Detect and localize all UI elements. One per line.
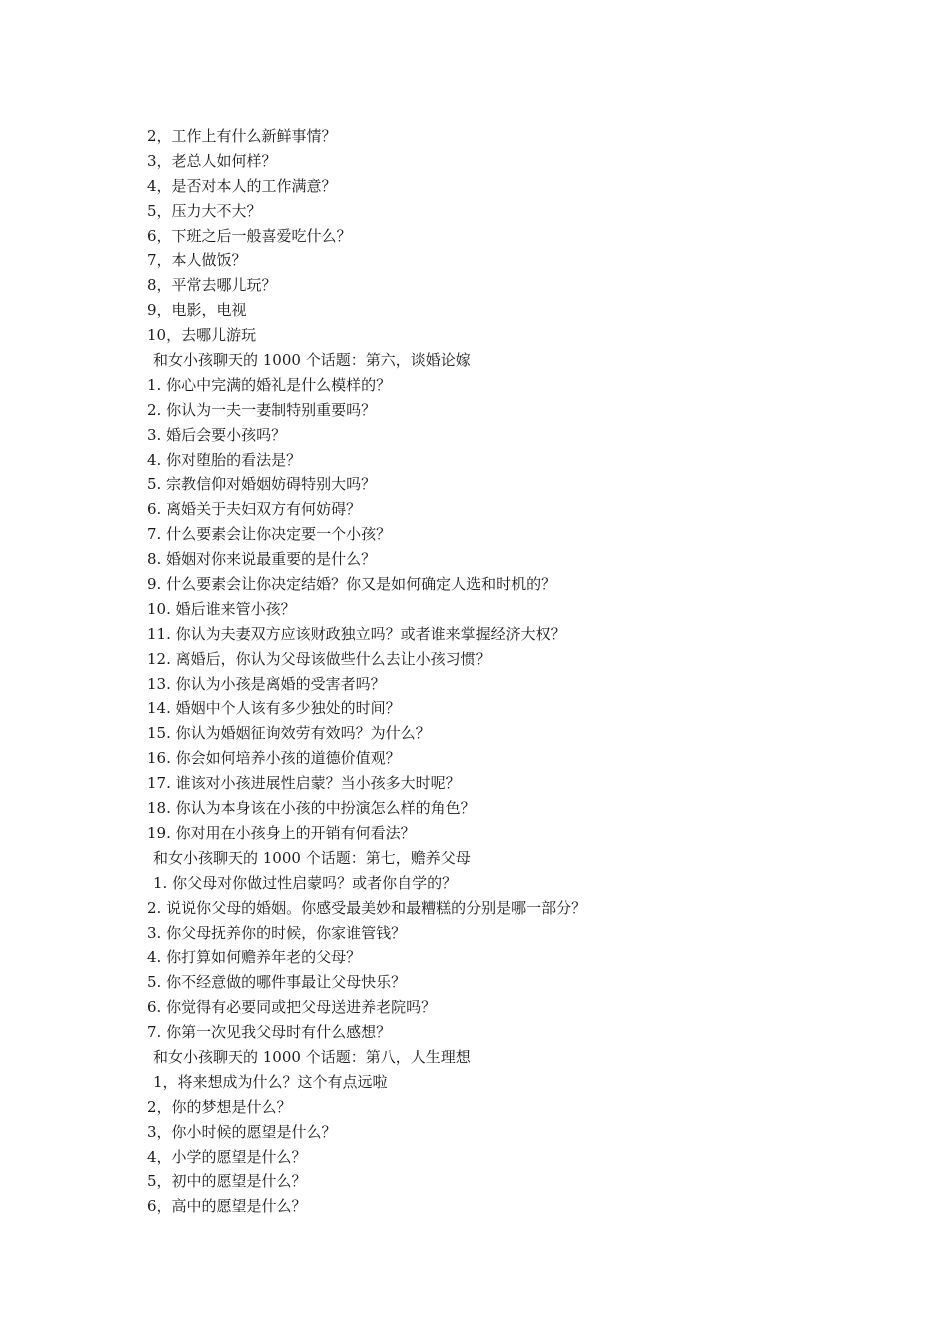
list-item: 17. 谁该对小孩进展性启蒙？当小孩多大时呢？ <box>147 774 461 793</box>
list-item: 3，你小时候的愿望是什么？ <box>147 1122 337 1141</box>
list-item: 2，你的梦想是什么？ <box>147 1097 292 1116</box>
list-item: 5. 宗教信仰对婚姻妨碍特别大吗？ <box>147 475 377 494</box>
list-item: 8. 婚姻对你来说最重要的是什么？ <box>147 550 377 569</box>
list-item: 4. 你打算如何赡养年老的父母？ <box>147 948 362 967</box>
section-heading: 和女小孩聊天的 1000 个话题：第七，赡养父母 <box>153 848 471 867</box>
list-item: 7，本人做饭？ <box>147 251 247 270</box>
list-item: 5. 你不经意做的哪件事最让父母快乐？ <box>147 973 407 992</box>
list-item: 7. 你第一次见我父母时有什么感想？ <box>147 1023 392 1042</box>
list-item: 14. 婚姻中个人该有多少独处的时间？ <box>147 699 401 718</box>
list-item: 9，电影，电视 <box>147 301 247 320</box>
list-item: 6. 离婚关于夫妇双方有何妨碍？ <box>147 500 362 519</box>
list-item: 2，工作上有什么新鲜事情？ <box>147 127 337 145</box>
list-item: 2. 说说你父母的婚姻。你感受最美妙和最糟糕的分别是哪一部分？ <box>147 898 587 917</box>
section-heading: 和女小孩聊天的 1000 个话题：第八，人生理想 <box>153 1047 471 1066</box>
list-item: 3. 婚后会要小孩吗？ <box>147 425 287 444</box>
list-item: 6，高中的愿望是什么？ <box>147 1197 307 1216</box>
section-heading: 和女小孩聊天的 1000 个话题：第六，谈婚论嫁 <box>153 351 471 370</box>
list-item: 13. 你认为小孩是离婚的受害者吗？ <box>147 674 386 693</box>
list-item: 4. 你对堕胎的看法是？ <box>147 450 302 469</box>
list-item: 6，下班之后一般喜爱吃什么？ <box>147 226 352 245</box>
list-item: 6. 你觉得有必要同或把父母送进养老院吗？ <box>147 998 437 1017</box>
list-item: 8，平常去哪儿玩？ <box>147 276 277 295</box>
list-item: 16. 你会如何培养小孩的道德价值观？ <box>147 749 401 768</box>
list-item: 1. 你心中完满的婚礼是什么模样的？ <box>147 375 392 394</box>
list-item: 9. 什么要素会让你决定结婚？你又是如何确定人选和时机的？ <box>147 575 557 594</box>
list-item: 2. 你认为一夫一妻制特别重要吗？ <box>147 400 377 419</box>
list-item: 18. 你认为本身该在小孩的中扮演怎么样的角色？ <box>147 799 476 818</box>
list-item: 11. 你认为夫妻双方应该财政独立吗？或者谁来掌握经济大权？ <box>147 624 566 643</box>
list-item: 5，压力大不大？ <box>147 201 262 220</box>
list-item: 5，初中的愿望是什么？ <box>147 1172 307 1191</box>
list-item: 10，去哪儿游玩 <box>147 326 257 345</box>
list-item: 3，老总人如何样？ <box>147 151 277 170</box>
list-item: 10. 婚后谁来管小孩？ <box>147 599 296 618</box>
list-item: 12. 离婚后，你认为父母该做些什么去让小孩习惯？ <box>147 649 491 668</box>
list-item: 1. 你父母对你做过性启蒙吗？或者你自学的？ <box>153 873 458 892</box>
list-item: 1，将来想成为什么？这个有点远啦 <box>153 1072 388 1091</box>
list-item: 4，是否对本人的工作满意？ <box>147 176 337 195</box>
list-item: 15. 你认为婚姻征询效劳有效吗？为什么？ <box>147 724 431 743</box>
list-item: 7. 什么要素会让你决定要一个小孩？ <box>147 525 392 544</box>
document-body <box>147 124 847 1219</box>
list-item: 3. 你父母抚养你的时候，你家谁管钱？ <box>147 923 407 942</box>
list-item: 4，小学的愿望是什么？ <box>147 1147 307 1166</box>
list-item: 19. 你对用在小孩身上的开销有何看法？ <box>147 823 416 842</box>
